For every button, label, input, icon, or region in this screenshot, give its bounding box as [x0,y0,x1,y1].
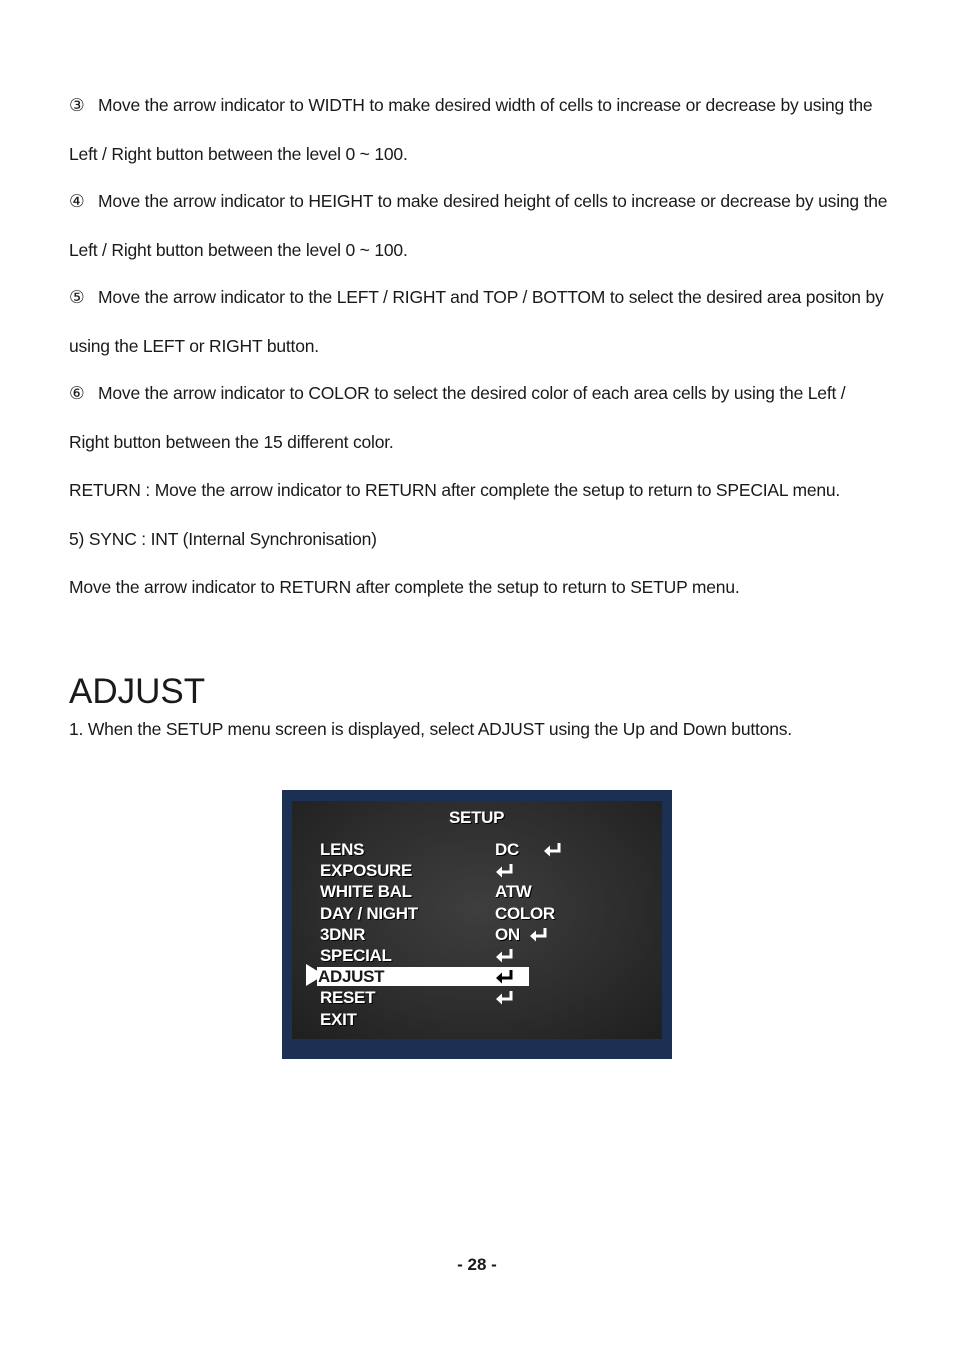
step-5-number: ⑤ [69,287,85,307]
sync-item: 5) SYNC : INT (Internal Synchronisation) [69,529,377,549]
enter-icon [529,927,549,943]
osd-value: ON [495,924,520,944]
step-5-line-2: using the LEFT or RIGHT button. [69,336,319,356]
return-note: RETURN : Move the arrow indicator to RETURN after complete the setup to return to SPECIAL menu. [69,480,841,500]
step-4-line-1: ④ Move the arrow indicator to HEIGHT to make desired height of cells to increase or decrease by using the [69,191,888,211]
setup-return-note: Move the arrow indicator to RETURN after complete the setup to return to SETUP menu. [69,577,740,597]
enter-icon [495,948,515,964]
osd-item-special[interactable]: SPECIAL [320,946,392,965]
osd-value: COLOR [495,903,555,923]
adjust-step-1: 1. When the SETUP menu screen is displayed, select ADJUST using the Up and Down buttons. [69,719,792,739]
step-4-line-2: Left / Right button between the level 0 ~ 100. [69,240,408,260]
enter-icon [495,990,515,1006]
step-4-number: ④ [69,191,85,211]
step-3-number: ③ [69,95,85,115]
osd-title: SETUP [449,808,505,827]
enter-icon [543,842,563,858]
osd-screen [292,801,662,1039]
osd-item-white-bal[interactable]: WHITE BAL [320,882,412,902]
section-title: ADJUST [69,672,206,711]
osd-value: DC [495,840,519,859]
enter-icon [495,969,515,985]
step-3-line-1: ③ Move the arrow indicator to WIDTH to make desired width of cells to increase or decrease by using the [69,95,873,115]
step-6-line-1: ⑥ Move the arrow indicator to COLOR to select the desired color of each area cells by using the Left / [69,383,846,403]
step-3-line-2: Left / Right button between the level 0 ~ 100. [69,144,408,164]
osd-item-reset[interactable]: RESET [320,988,376,1008]
osd-item-exit[interactable]: EXIT [320,1009,357,1029]
osd-item-adjust[interactable]: ADJUST [318,967,385,987]
osd-item-day-night[interactable]: DAY / NIGHT [320,903,418,923]
enter-icon [495,863,515,879]
osd-item-3dnr[interactable]: 3DNR [320,924,366,944]
osd-value: ATW [495,882,532,902]
osd-item-lens[interactable]: LENS [320,840,365,859]
step-6-number: ⑥ [69,383,85,403]
page-number: - 28 - [457,1255,497,1274]
step-5-line-1: ⑤ Move the arrow indicator to the LEFT / RIGHT and TOP / BOTTOM to select the desired area positon by [69,287,884,307]
step-6-line-2: Right button between the 15 different color. [69,432,394,452]
osd-item-exposure[interactable]: EXPOSURE [320,861,413,881]
osd-screenshot [282,790,672,1059]
